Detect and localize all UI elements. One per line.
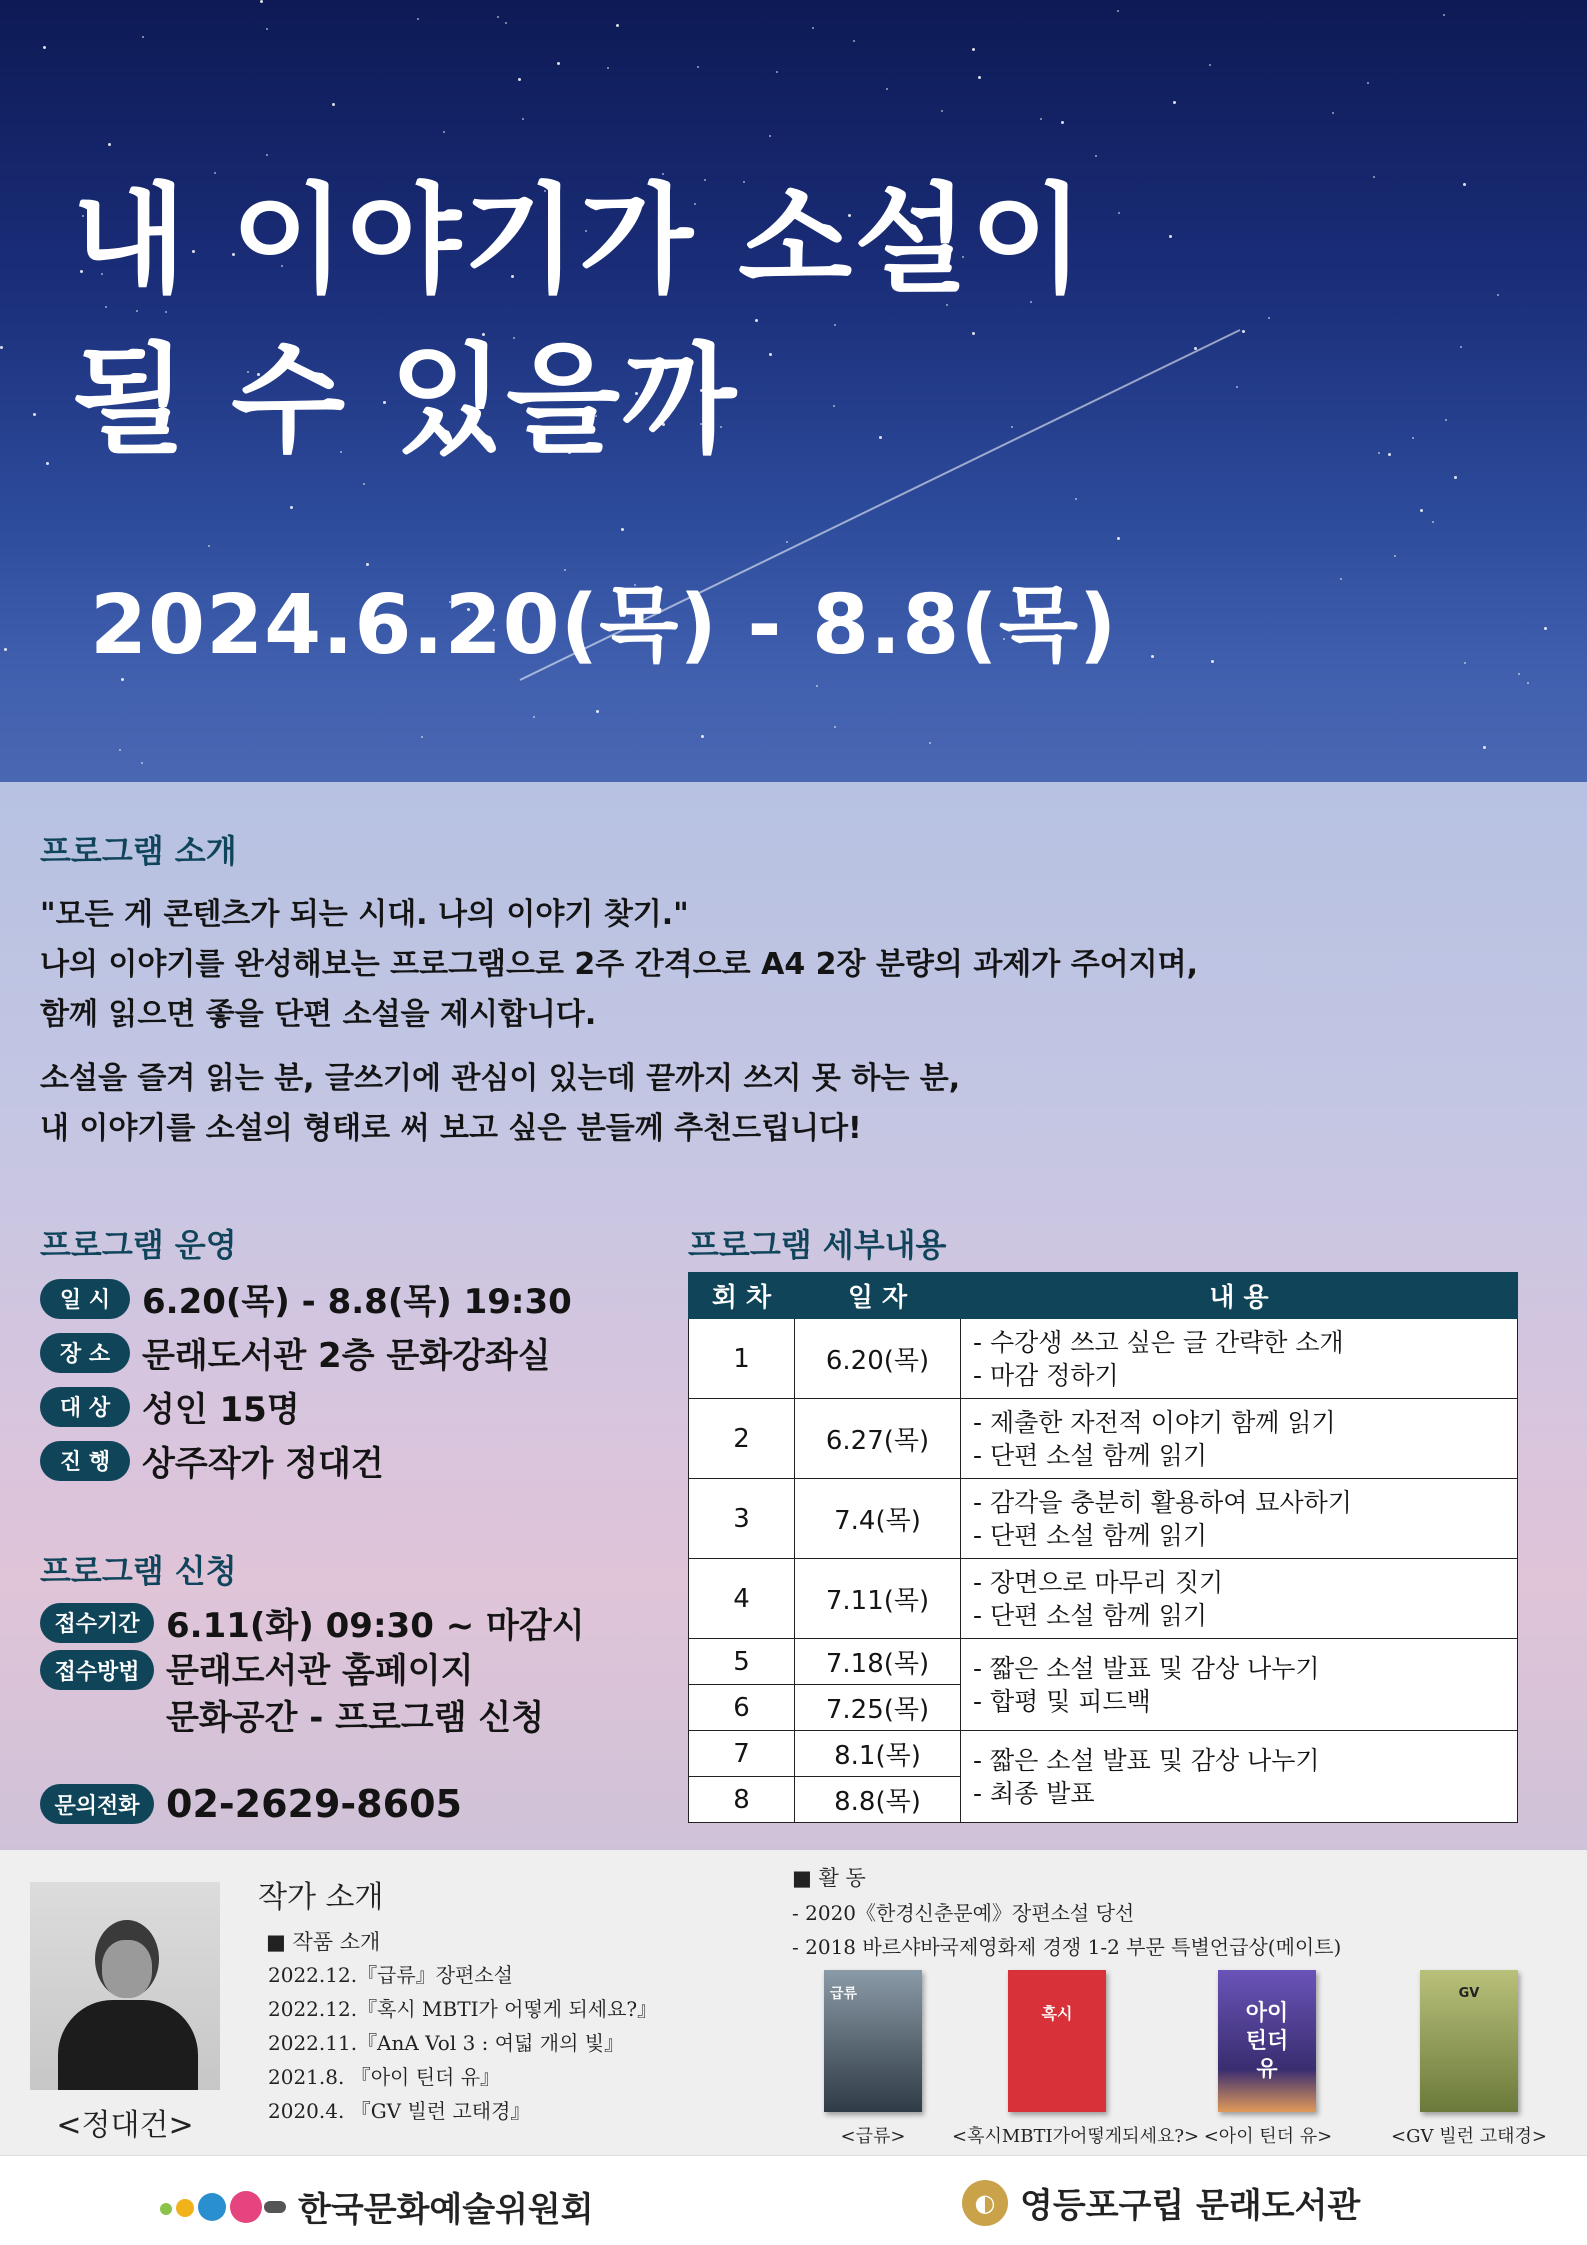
arts-council-icon bbox=[160, 2187, 290, 2227]
operation-item bbox=[40, 1382, 300, 1431]
list-item: 2022.11.『AnA Vol 3 : 여덟 개의 빛』 bbox=[268, 2031, 625, 2055]
book-caption: <아이 틴더 유> bbox=[1203, 2126, 1333, 2147]
author-name: <정대건> bbox=[56, 2108, 194, 2143]
author-photo bbox=[30, 1882, 220, 2090]
label-badge: 문의전화 bbox=[40, 1784, 154, 1824]
table-header-row bbox=[689, 1273, 1518, 1319]
list-item: 2020.4. 『GV 빌런 고태경』 bbox=[268, 2099, 531, 2123]
label-badge: 대 상 bbox=[40, 1387, 130, 1427]
page-title: 내 이야기가 소설이 될 수 있을까 bbox=[72, 171, 1087, 469]
details-heading: 프로그램 세부내용 bbox=[688, 1226, 947, 1264]
book-caption: <급류> bbox=[840, 2126, 906, 2147]
session-date: 7.11(목) bbox=[795, 1559, 961, 1639]
label-badge: 접수방법 bbox=[40, 1650, 154, 1690]
event-period: 2024.6.20(목) - 8.8(목) bbox=[90, 578, 1118, 673]
session-date: 7.4(목) bbox=[795, 1479, 961, 1559]
author-heading: 작가 소개 bbox=[258, 1880, 384, 1915]
session-content: - 제출한 자전적 이야기 함께 읽기 - 단편 소설 함께 읽기 bbox=[961, 1399, 1518, 1479]
list-item: - 2018 바르샤바국제영화제 경쟁 1-2 부문 특별언급상(메이트) bbox=[792, 1935, 1342, 1959]
book-cover-image: 급류 bbox=[824, 1970, 922, 2112]
book-caption: <혹시MBTI가어떻게되세요?> bbox=[952, 2126, 1200, 2147]
label-badge: 진 행 bbox=[40, 1441, 130, 1481]
session-date: 6.20(목) bbox=[795, 1319, 961, 1399]
works-heading: ■ 작품 소개 bbox=[266, 1930, 381, 1954]
application-heading: 프로그램 신청 bbox=[40, 1552, 237, 1590]
operation-value: 6.20(목) - 8.8(목) 19:30 bbox=[142, 1282, 572, 1322]
hero-banner bbox=[0, 0, 1587, 782]
arts-council-logo bbox=[160, 2182, 594, 2231]
intro-line: 나의 이야기를 완성해보는 프로그램으로 2주 간격으로 A4 2장 분량의 과제가 주어지며, bbox=[40, 947, 1199, 982]
session-date: 7.18(목) bbox=[795, 1639, 961, 1685]
list-item: 2022.12.『급류』장편소설 bbox=[268, 1963, 513, 1987]
operation-item bbox=[40, 1436, 384, 1485]
activity-heading: ■ 활 동 bbox=[792, 1866, 866, 1890]
operation-item bbox=[40, 1274, 572, 1323]
table-row bbox=[689, 1399, 1518, 1479]
intro-line: 함께 읽으면 좋을 단편 소설을 제시합니다. bbox=[40, 997, 597, 1032]
operation-value: 문래도서관 2층 문화강좌실 bbox=[142, 1336, 551, 1376]
info-section bbox=[0, 782, 1587, 1850]
schedule-table bbox=[688, 1272, 1518, 1823]
works-list bbox=[268, 1958, 657, 2128]
label-badge: 접수기간 bbox=[40, 1603, 154, 1643]
operation-heading: 프로그램 운영 bbox=[40, 1226, 237, 1264]
column-header: 회 차 bbox=[689, 1273, 795, 1319]
book-caption: <GV 빌런 고태경> bbox=[1391, 2126, 1547, 2147]
column-header: 일 자 bbox=[795, 1273, 961, 1319]
book-cover-image: GV bbox=[1420, 1970, 1518, 2112]
session-content: - 짧은 소설 발표 및 감상 나누기 - 합평 및 피드백 bbox=[961, 1639, 1518, 1731]
activity-list bbox=[792, 1896, 1341, 1964]
label-badge: 일 시 bbox=[40, 1279, 130, 1319]
session-date: 7.25(목) bbox=[795, 1685, 961, 1731]
period-value: 6.11(화) 09:30 ~ 마감시 bbox=[166, 1606, 585, 1646]
column-header: 내 용 bbox=[961, 1273, 1518, 1319]
list-item: 2021.8. 『아이 틴더 유』 bbox=[268, 2065, 501, 2089]
session-no: 5 bbox=[689, 1639, 795, 1685]
book-cover-image: 혹시 bbox=[1008, 1970, 1106, 2112]
session-date: 8.1(목) bbox=[795, 1731, 961, 1777]
book-cover-image: 아이 틴더 유 bbox=[1218, 1970, 1316, 2112]
session-no: 3 bbox=[689, 1479, 795, 1559]
table-row bbox=[689, 1479, 1518, 1559]
contact-phone bbox=[40, 1782, 462, 1826]
application-period bbox=[40, 1598, 585, 1647]
session-content: - 장면으로 마무리 짓기 - 단편 소설 함께 읽기 bbox=[961, 1559, 1518, 1639]
session-date: 8.8(목) bbox=[795, 1777, 961, 1823]
method-value: 문화공간 - 프로그램 신청 bbox=[166, 1698, 545, 1738]
operation-value: 성인 15명 bbox=[142, 1390, 300, 1430]
session-date: 6.27(목) bbox=[795, 1399, 961, 1479]
table-row bbox=[689, 1319, 1518, 1399]
application-method bbox=[40, 1650, 544, 1744]
table-row bbox=[689, 1559, 1518, 1639]
intro-text bbox=[40, 890, 1198, 1154]
intro-quote: "모든 게 콘텐츠가 되는 시대. 나의 이야기 찾기." bbox=[40, 897, 689, 932]
author-section bbox=[0, 1850, 1587, 2155]
method-value: 문래도서관 홈페이지 bbox=[166, 1651, 474, 1691]
session-no: 7 bbox=[689, 1731, 795, 1777]
operation-value: 상주작가 정대건 bbox=[142, 1444, 384, 1484]
org-name: 한국문화예술위원회 bbox=[298, 2190, 594, 2230]
session-content: - 수강생 쓰고 싶은 글 간략한 소개 - 마감 정하기 bbox=[961, 1319, 1518, 1399]
session-content: - 감각을 충분히 활용하여 묘사하기 - 단편 소설 함께 읽기 bbox=[961, 1479, 1518, 1559]
footer bbox=[0, 2155, 1587, 2245]
intro-heading: 프로그램 소개 bbox=[40, 832, 237, 870]
label-badge: 장 소 bbox=[40, 1333, 130, 1373]
session-no: 2 bbox=[689, 1399, 795, 1479]
phone-value: 02-2629-8605 bbox=[166, 1782, 462, 1826]
intro-line: 내 이야기를 소설의 형태로 써 보고 싶은 분들께 추천드립니다! bbox=[40, 1111, 862, 1146]
table-row bbox=[689, 1639, 1518, 1685]
list-item: 2022.12.『혹시 MBTI가 어떻게 되세요?』 bbox=[268, 1997, 658, 2021]
intro-line: 소설을 즐겨 읽는 분, 글쓰기에 관심이 있는데 끝까지 쓰지 못 하는 분, bbox=[40, 1061, 961, 1096]
operation-item bbox=[40, 1328, 551, 1377]
session-no: 6 bbox=[689, 1685, 795, 1731]
session-no: 8 bbox=[689, 1777, 795, 1823]
session-content: - 짧은 소설 발표 및 감상 나누기 - 최종 발표 bbox=[961, 1731, 1518, 1823]
table-row bbox=[689, 1731, 1518, 1777]
session-no: 4 bbox=[689, 1559, 795, 1639]
list-item: - 2020《한경신춘문예》장편소설 당선 bbox=[792, 1901, 1135, 1925]
org-name: 영등포구립 문래도서관 bbox=[1020, 2186, 1361, 2226]
session-no: 1 bbox=[689, 1319, 795, 1399]
library-logo bbox=[962, 2178, 1360, 2227]
library-icon: ◐ bbox=[962, 2180, 1008, 2226]
